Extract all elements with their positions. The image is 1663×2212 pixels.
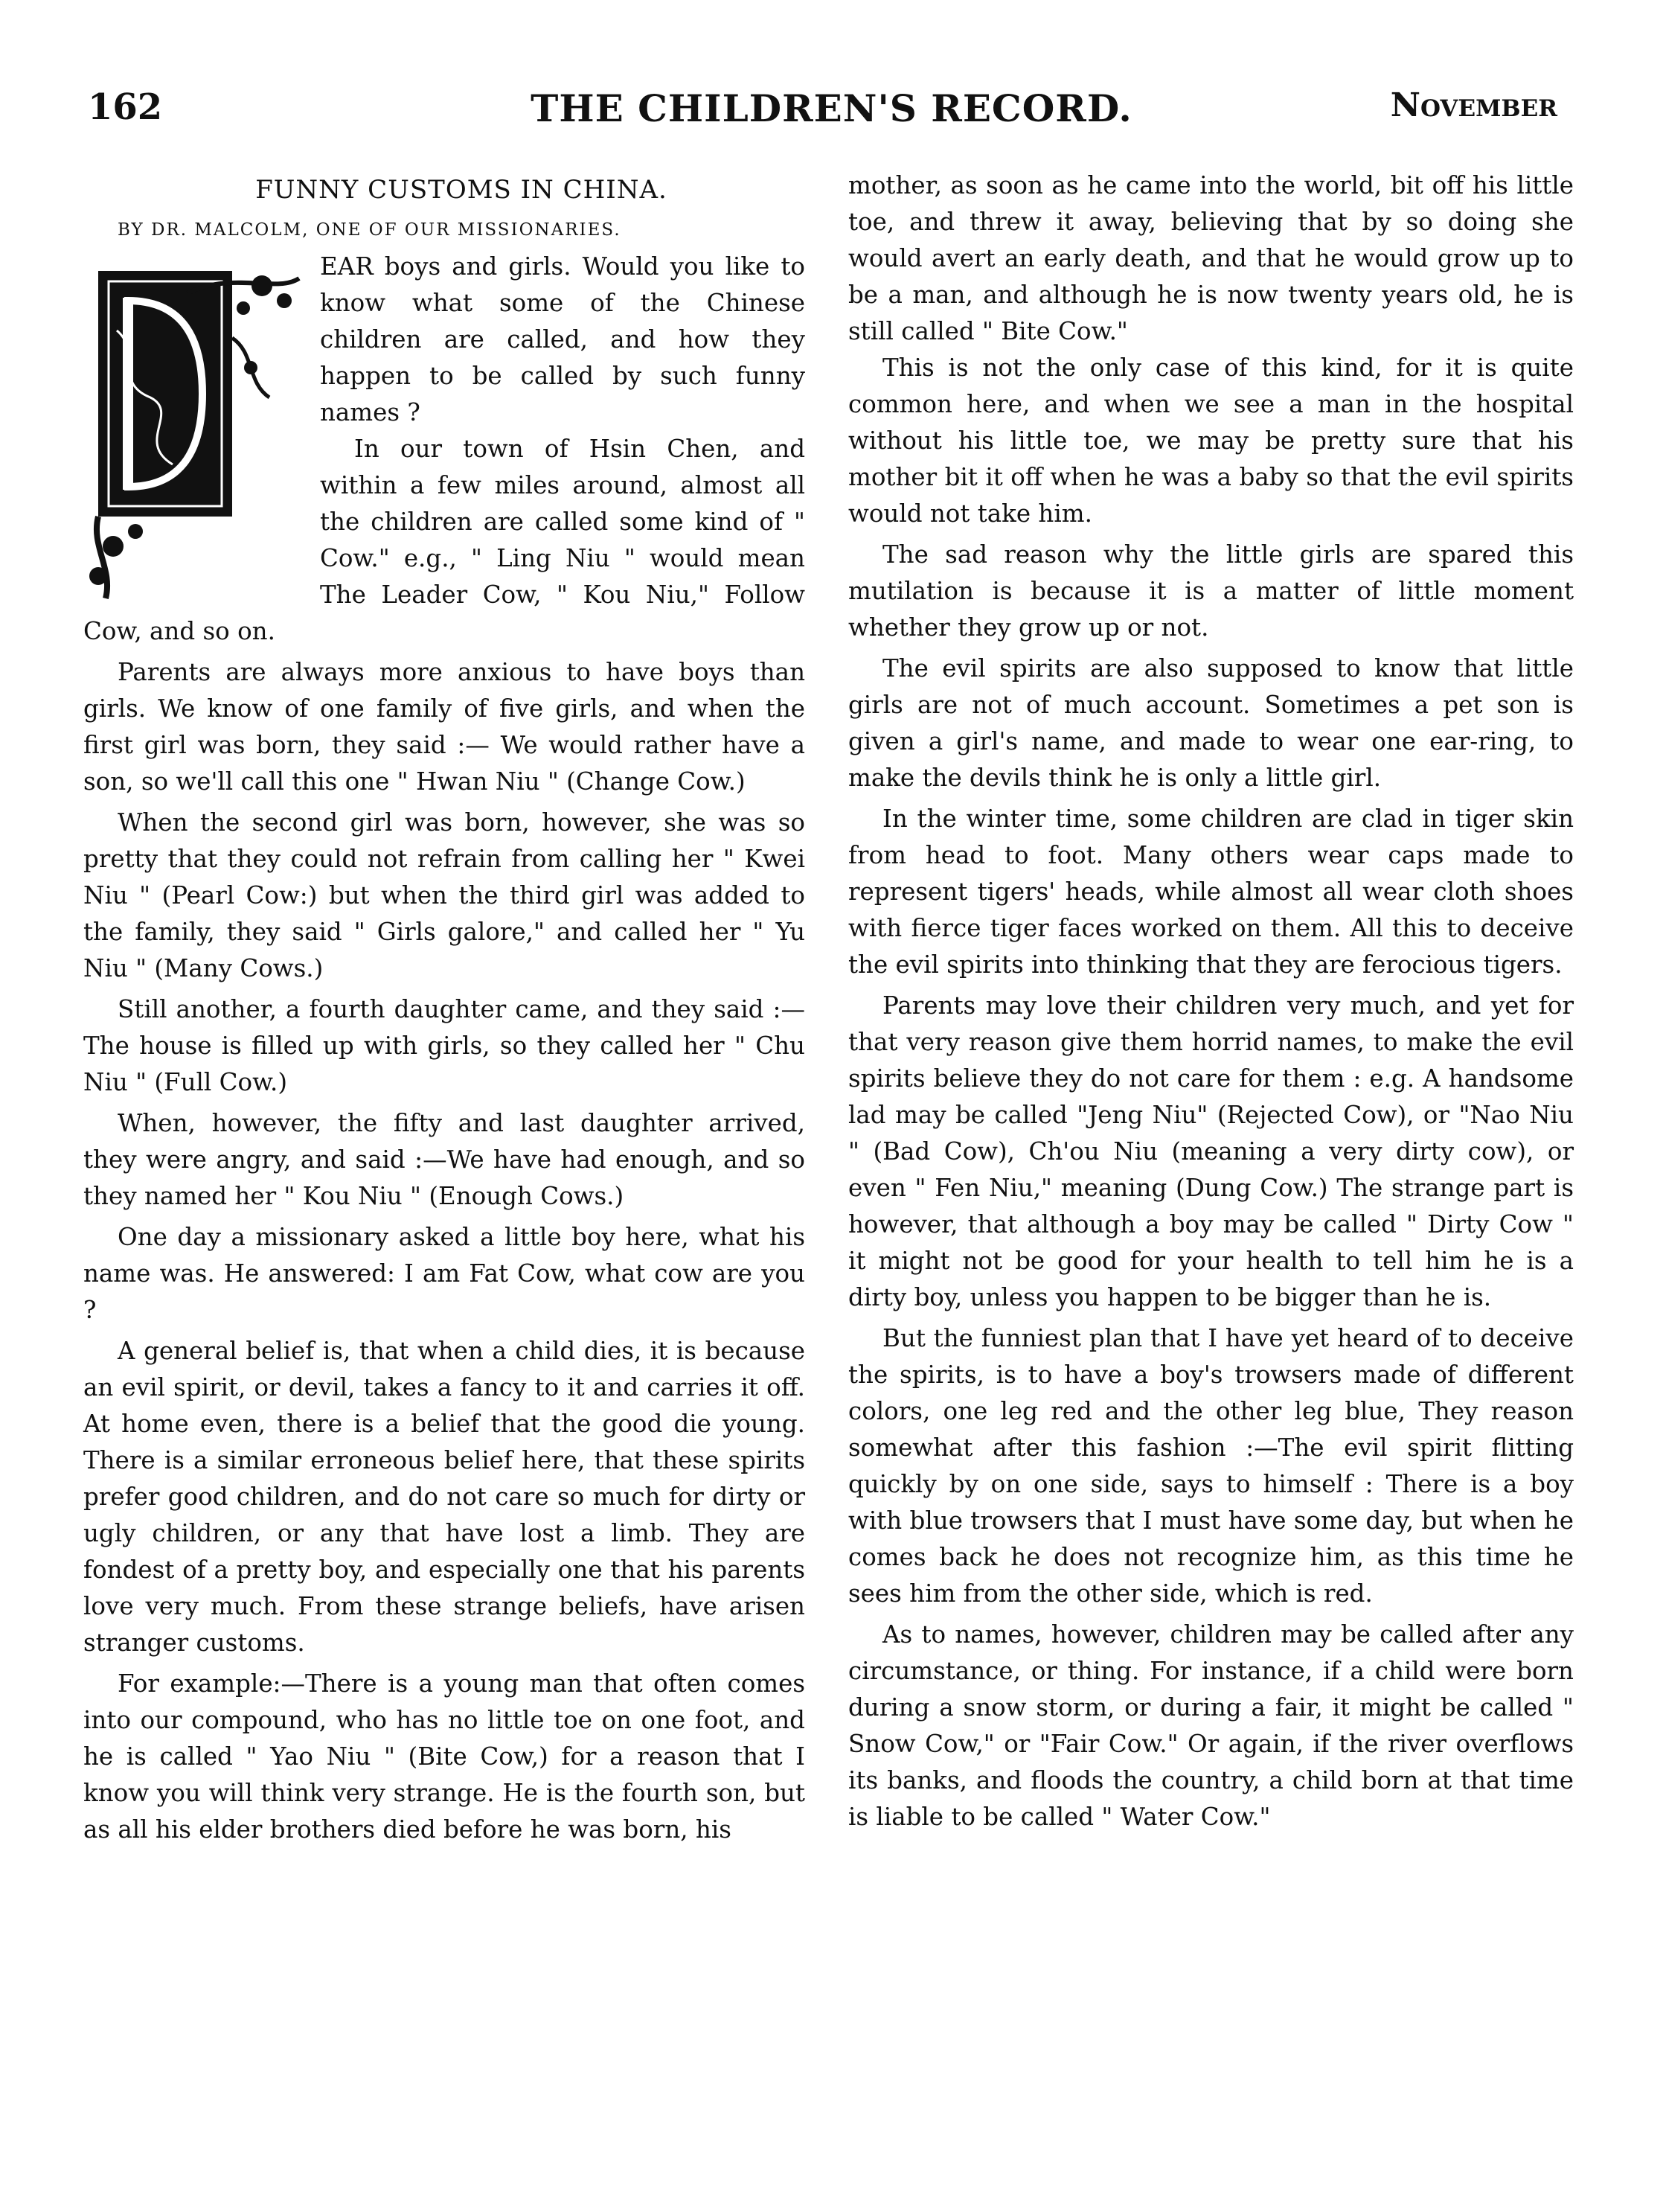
issue-month: November [1390, 86, 1557, 124]
paragraph: Parents are always more anxious to have boys than girls. We know of one family of five girls, and when the first girl was born, they said :— We would rather have a son, so we'll call this one " Hwan Niu " (Change Cow.) [83, 658, 805, 796]
paragraph: When the second girl was born, however, she was so pretty that they could not refrain from calling her " Kwei Niu " (Pearl Cow:) but when the third girl was added to the family, they said " Girls galore," and called her " Yu Niu " (Many Cows.) [83, 808, 805, 982]
paragraph: In our town of Hsin Chen, and within a few miles around, almost all the children are called some kind of " Cow." e.g., " Ling Niu " would mean The Leader Cow, " Kou Niu," Follow Cow, and so on. [83, 435, 805, 645]
page-number: 162 [88, 86, 163, 128]
paragraph: One day a missionary asked a little boy here, what his name was. He answered: I am Fat Cow, what cow are you ? [83, 1223, 805, 1324]
dropcap-ornament-icon [83, 249, 307, 613]
paragraph: This is not the only case of this kind, for it is quite common here, and when we see a man in the hospital without his little toe, we may be pretty sure that his mother bit it off when he was a baby so that the evil spirits would not take him. [848, 354, 1574, 528]
left-column [83, 167, 805, 1848]
paragraph: Parents may love their children very much, and yet for that very reason give them horrid names, to make the evil spirits believe they do not care for them : e.g. A handsome lad may be called "Jeng Niu" (Rejected Cow), or "Nao Niu " (Bad Cow), Ch'ou Niu (meaning a very dirty cow), or even " Fen Niu," meaning (Dung Cow.) The strange part is however, that although a boy may be called " Dirty Cow " it might not be good for your health to tell him he is a dirty boy, unless you happen to be bigger than he is. [848, 991, 1574, 1311]
article-title: FUNNY CUSTOMS IN CHINA. [255, 175, 667, 205]
paragraph: When, however, the fifty and last daughter arrived, they were angry, and said :—We have had enough, and so they named her " Kou Niu " (Enough Cows.) [83, 1109, 805, 1210]
paragraph: For example:—There is a young man that often comes into our compound, who has no little toe on one foot, and he is called " Yao Niu " (Bite Cow,) for a reason that I know you will think very strange. He is the fourth son, but as all his elder brothers died before he was born, his [83, 1669, 805, 1844]
paragraph: Still another, a fourth daughter came, and they said :—The house is filled up with girls, so they called her " Chu Niu " (Full Cow.) [83, 995, 805, 1096]
paragraph: EAR boys and girls. Would you like to know what some of the Chinese children are called, and how they happen to be called by such funny names ? [320, 252, 805, 426]
page-header [0, 86, 1663, 138]
paragraph: mother, as soon as he came into the world, bit off his little toe, and threw it away, believing that by so doing she would avert an early death, and that he would grow up to be a man, and although he is now twenty years old, he is still called " Bite Cow." [848, 171, 1574, 345]
paragraph: As to names, however, children may be called after any circumstance, or thing. For instance, if a child were born during a snow storm, or during a fair, it might be called " Snow Cow," or "Fair Cow." Or again, if the river overflows its banks, and floods the country, a child born at that time is liable to be called " Water Cow." [848, 1620, 1574, 1831]
paragraph: A general belief is, that when a child dies, it is because an evil spirit, or devil, takes a fancy to it and carries it off. At home even, there is a belief that the good die young. There is a similar erroneous belief here, that these spirits prefer good children, and do not care so much for dirty or ugly children, or any that have lost a limb. They are fondest of a pretty boy, and especially one that his parents love very much. From these strange beliefs, have arisen stranger customs. [83, 1337, 805, 1657]
paragraph: In the winter time, some children are clad in tiger skin from head to foot. Many others wear caps made to represent tigers' heads, while almost all wear cloth shoes with fierce tiger faces worked on them. All this to deceive the evil spirits into thinking that they are ferocious tigers. [848, 805, 1574, 979]
article-byline: BY DR. MALCOLM, ONE OF OUR MISSIONARIES. [118, 220, 621, 240]
paragraph: But the funniest plan that I have yet heard of to deceive the spirits, is to have a boy's trowsers made of different colors, one leg red and the other leg blue, They reason somewhat after this fashion :—The evil spirit flitting quickly by on one side, says to himself : There is a boy with blue trowsers that I must have some day, but when he comes back he does not recognize him, as this time he sees him from the other side, which is red. [848, 1324, 1574, 1608]
ornamental-dropcap [83, 249, 307, 613]
running-title: THE CHILDREN'S RECORD. [531, 86, 1132, 130]
paragraph: The evil spirits are also supposed to know that little girls are not of much account. Sometimes a pet son is given a girl's name, and made to wear one ear-ring, to make the devils think he is only a little girl. [848, 654, 1574, 792]
paragraph: The sad reason why the little girls are spared this mutilation is because it is a matter of little moment whether they grow up or not. [848, 540, 1574, 642]
right-column [848, 167, 1574, 1835]
